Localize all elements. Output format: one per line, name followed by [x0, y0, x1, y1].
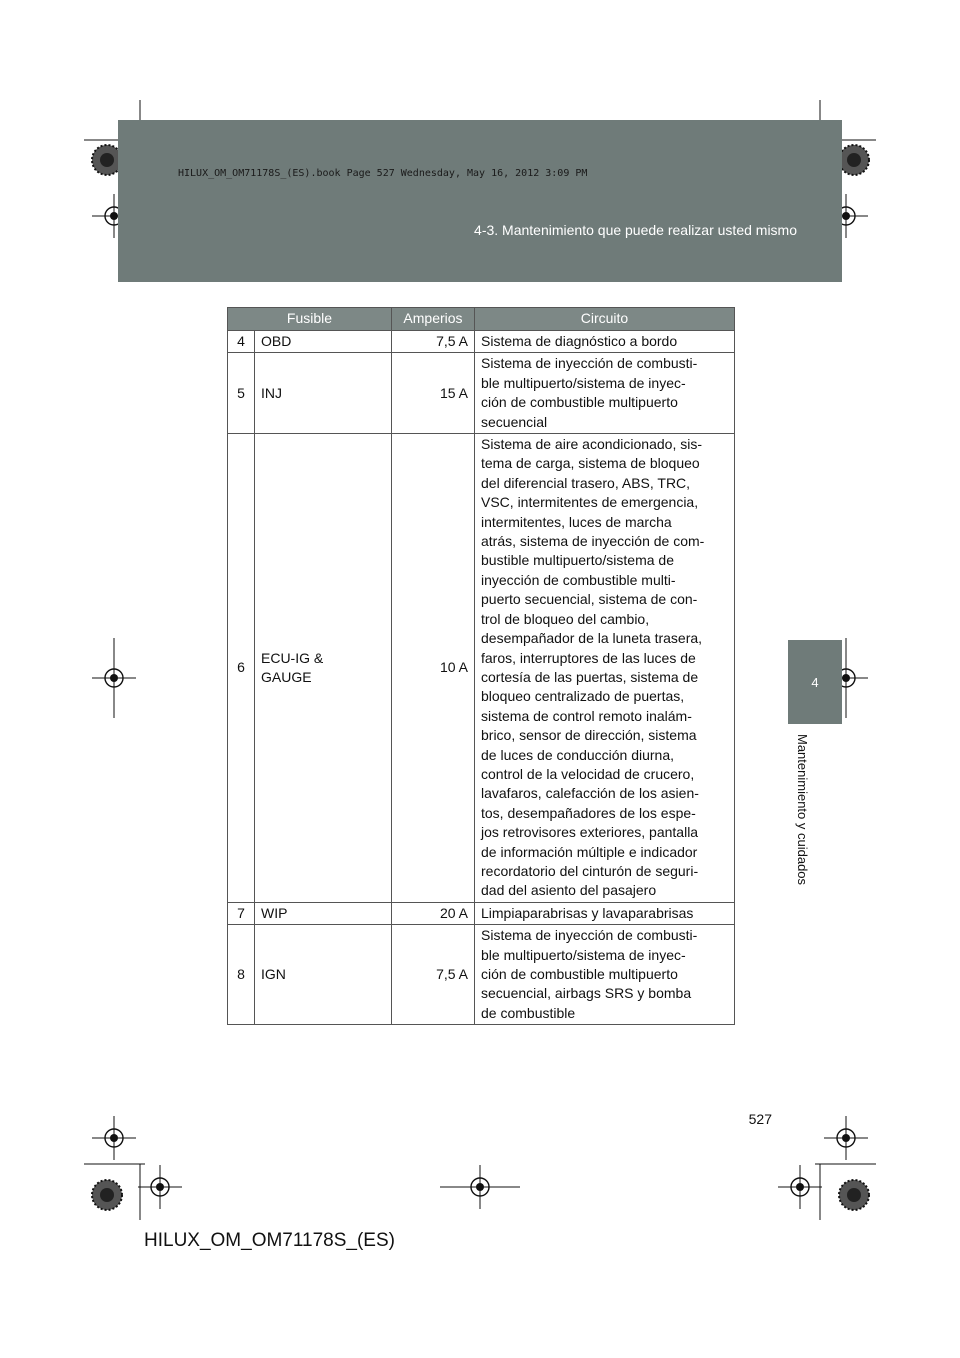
fuse-number: 8 [228, 925, 255, 1025]
fuse-circuit: Limpiaparabrisas y lavaparabrisas [475, 902, 735, 924]
fuse-amperage: 15 A [392, 353, 475, 434]
fuse-amperage: 10 A [392, 434, 475, 903]
fuse-name: IGN [255, 925, 392, 1025]
fuse-number: 5 [228, 353, 255, 434]
table-row [228, 434, 735, 903]
fuse-circuit: Sistema de diagnóstico a bordo [475, 331, 735, 353]
header-band [118, 120, 842, 282]
fuse-number: 7 [228, 902, 255, 924]
file-stamp: HILUX_OM_OM71178S_(ES).book Page 527 Wednesday, May 16, 2012 3:09 PM [178, 168, 588, 179]
header-fuse: Fusible [228, 308, 392, 331]
fuse-amperage: 7,5 A [392, 925, 475, 1025]
fuse-circuit: Sistema de inyección de combusti- ble multipuerto/sistema de inyec- ción de combustible multipuerto secuencial [475, 353, 735, 434]
header-amps: Amperios [392, 308, 475, 331]
table-row [228, 902, 735, 924]
document-code: HILUX_OM_OM71178S_(ES) [144, 1230, 395, 1251]
fuse-number: 4 [228, 331, 255, 353]
fuse-number: 6 [228, 434, 255, 903]
fuse-table [227, 307, 735, 1025]
fuse-name: WIP [255, 902, 392, 924]
fuse-circuit: Sistema de aire acondicionado, sis- tema de carga, sistema de bloqueo del diferencial trasero, ABS, TRC, VSC, intermitentes de emergencia, intermitentes, luces de marcha atrás, sistema de inyección de com- bustible multipuerto/sistema de inyección de combustible multi- puerto secuencial, sistema de con- trol de bloqueo del cambio, desempañador de la luneta trasera, faros, interruptores de las luces de cortesía de las puertas, sistema de bloqueo centralizado de puertas, sistema de control remoto inalám- brico, sensor de dirección, sistema de luces de conducción diurna, control de la velocidad de crucero, lavafaros, calefacción de los asien- tos, desempañadores de los espe- jos retrovisores exteriores, pantalla de información múltiple e indicador recordatorio del cinturón de seguri- dad del asiento del pasajero [475, 434, 735, 903]
fuse-amperage: 20 A [392, 902, 475, 924]
fuse-name: ECU-IG & GAUGE [255, 434, 392, 903]
table-row [228, 925, 735, 1025]
section-title: 4-3. Mantenimiento que puede realizar usted mismo [474, 222, 797, 238]
table-row [228, 353, 735, 434]
fuse-name: INJ [255, 353, 392, 434]
fuse-circuit: Sistema de inyección de combusti- ble multipuerto/sistema de inyec- ción de combustible multipuerto secuencial, airbags SRS y bomba de combustible [475, 925, 735, 1025]
header-circuit: Circuito [475, 308, 735, 331]
chapter-label: Mantenimiento y cuidados [795, 734, 810, 886]
chapter-tab [788, 640, 842, 724]
page-number: 527 [748, 1111, 772, 1127]
table-row [228, 331, 735, 353]
chapter-number: 4 [811, 674, 819, 690]
fuse-name: OBD [255, 331, 392, 353]
table-header-row [228, 308, 735, 331]
fuse-amperage: 7,5 A [392, 331, 475, 353]
